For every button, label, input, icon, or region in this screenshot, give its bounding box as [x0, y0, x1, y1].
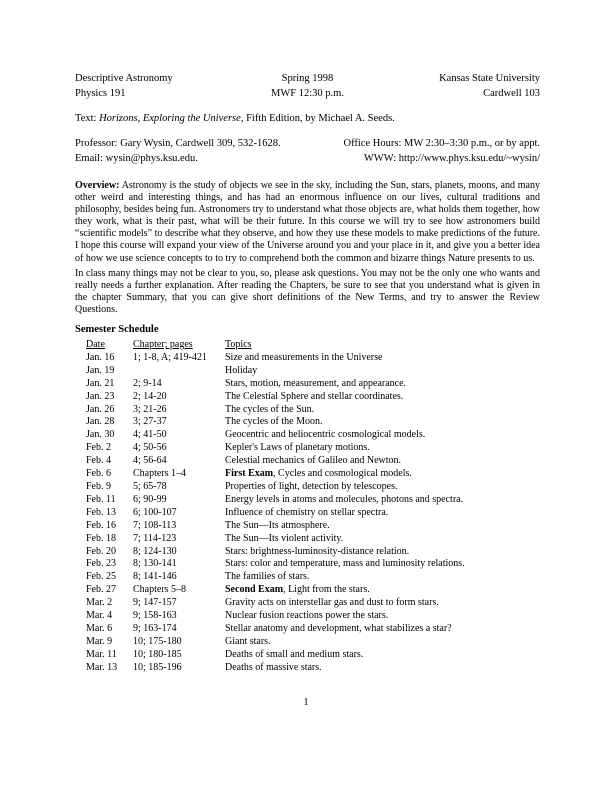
- chapter-pages-cell: [133, 365, 225, 378]
- chapter-pages-cell: 5; 65-78: [133, 481, 167, 492]
- date-cell: Feb. 18: [86, 532, 116, 544]
- topic-cell: Deaths of massive stars.: [225, 661, 322, 673]
- date-cell: Mar. 6: [86, 622, 113, 634]
- course-header: [75, 71, 540, 101]
- meeting-time: MWF 12:30 p.m.: [271, 88, 344, 99]
- date-cell: Mar. 2: [86, 597, 113, 609]
- chapter-pages-cell: 4; 56-64: [133, 455, 167, 467]
- chapter-pages-cell: 4; 50-56: [133, 442, 167, 454]
- chapter-pages-cell: 1; 1-8, A; 419-421: [133, 351, 207, 363]
- date-cell: Feb. 4: [86, 455, 111, 467]
- topic-cell: The Sun—Its violent activity.: [225, 532, 344, 544]
- table-row: [86, 416, 465, 429]
- date-cell: Feb. 13: [86, 506, 116, 518]
- topic-cell: Influence of chemistry on stellar spectra.: [225, 506, 389, 518]
- topic-cell: The cycles of the Moon.: [225, 416, 323, 428]
- table-row: [86, 597, 465, 610]
- table-row: [86, 455, 465, 468]
- overview-label: Overview:: [75, 180, 120, 191]
- table-row: [86, 429, 465, 442]
- table-row: [86, 365, 465, 378]
- course-number: Physics 191: [75, 88, 126, 99]
- table-row: [86, 546, 465, 559]
- chapter-pages-cell: 8; 124-130: [133, 545, 177, 557]
- exam-label: First Exam: [225, 468, 274, 480]
- page-content: [75, 71, 540, 675]
- date-cell: Feb. 2: [86, 442, 111, 454]
- table-row: [86, 442, 465, 455]
- date-cell: Jan. 19: [86, 364, 115, 376]
- header-left: [75, 71, 230, 101]
- room-location: Cardwell 103: [483, 88, 540, 99]
- date-cell: Mar. 11: [86, 648, 117, 660]
- date-cell: Jan. 21: [86, 377, 115, 389]
- textbook-line: [75, 112, 540, 126]
- topic-cell: Celestial mechanics of Galileo and Newton.: [225, 455, 402, 467]
- page-number: 1: [303, 697, 309, 708]
- date-cell: Jan. 16: [86, 351, 115, 363]
- table-row: [86, 623, 465, 636]
- topic-cell: Giant stars.: [225, 635, 271, 647]
- table-row: [86, 507, 465, 520]
- date-cell: Mar. 4: [86, 610, 113, 622]
- chapter-pages-cell: 2; 9-14: [133, 377, 162, 389]
- schedule-table: [86, 339, 465, 675]
- semester-schedule-heading: Semester Schedule: [75, 324, 159, 336]
- chapter-pages-cell: 9; 147-157: [133, 597, 177, 609]
- topic-cell: Energy levels in atoms and molecules, photons and spectra.: [225, 493, 464, 505]
- date-cell: Feb. 9: [86, 481, 111, 492]
- table-row: [86, 391, 465, 404]
- column-header-topics: Topics: [225, 339, 252, 351]
- date-cell: Jan. 23: [86, 390, 115, 402]
- topic-cell: The families of stars.: [225, 571, 310, 583]
- textbook-label: Text:: [75, 113, 97, 124]
- chapter-pages-cell: Chapters 1–4: [133, 468, 187, 480]
- column-header-chapter-pages: Chapter; pages: [133, 339, 193, 351]
- topic-cell: Kepler's Laws of planetary motions.: [225, 442, 370, 454]
- topic-cell: Stars: brightness-luminosity-distance relation.: [225, 545, 410, 557]
- date-cell: Jan. 30: [86, 429, 115, 441]
- exam-label: Second Exam: [225, 584, 284, 596]
- email-line: Email: wysin@phys.ksu.edu.: [75, 153, 198, 164]
- topic-cell: Gravity acts on interstellar gas and dust to form stars.: [225, 597, 439, 609]
- questions-paragraph: In class many things may not be clear to you, so, please ask questions. You may not be the only one who wants and really needs a further explanation. After reading the Chapters, be sure to see that you understand what is given in the chapter Summary, that you can give short definitions of the New Terms, and try to answer the Review Questions.: [75, 267, 540, 315]
- table-row: [86, 494, 465, 507]
- professor-line: Professor: Gary Wysin, Cardwell 309, 532-1628.: [75, 138, 281, 149]
- column-header-date: Date: [86, 339, 105, 351]
- topic-cell: The cycles of the Sun.: [225, 403, 315, 415]
- date-cell: Feb. 27: [86, 584, 116, 596]
- header-right: [385, 71, 540, 101]
- topic-cell: Stars: color and temperature, mass and luminosity relations.: [225, 558, 465, 570]
- date-cell: Mar. 9: [86, 635, 113, 647]
- topic-cell: Second Exam, Light from the stars.: [225, 584, 370, 596]
- topic-cell: Size and measurements in the Universe: [225, 351, 383, 363]
- table-row: [86, 520, 465, 533]
- chapter-pages-cell: 4; 41-50: [133, 429, 167, 441]
- topic-cell: Stars, motion, measurement, and appearance.: [225, 377, 407, 389]
- chapter-pages-cell: 9; 158-163: [133, 610, 177, 622]
- table-row: [86, 352, 465, 365]
- university-name: Kansas State University: [439, 73, 540, 84]
- chapter-pages-cell: 8; 141-146: [133, 571, 177, 583]
- table-row: [86, 468, 465, 481]
- date-cell: Feb. 25: [86, 571, 116, 583]
- contact-left: [75, 136, 281, 166]
- chapter-pages-cell: 7; 108-113: [133, 519, 177, 531]
- table-row: [86, 649, 465, 662]
- header-center: [230, 71, 385, 101]
- topic-cell: Properties of light, detection by telescopes.: [225, 481, 398, 492]
- table-row: [86, 610, 465, 623]
- overview-paragraph: [75, 180, 540, 265]
- chapter-pages-cell: 6; 100-107: [133, 506, 177, 518]
- textbook-title: Horizons, Exploring the Universe: [99, 113, 241, 124]
- contact-block: [75, 136, 540, 166]
- topic-cell: Deaths of small and medium stars.: [225, 648, 364, 660]
- topic-cell: Stellar anatomy and development, what stabilizes a star?: [225, 622, 452, 634]
- chapter-pages-cell: 10; 175-180: [133, 635, 182, 647]
- schedule-rows: [86, 352, 465, 675]
- chapter-pages-cell: 8; 130-141: [133, 558, 177, 570]
- topic-cell: The Sun—Its atmosphere.: [225, 519, 330, 531]
- date-cell: Feb. 20: [86, 545, 116, 557]
- chapter-pages-cell: 3; 21-26: [133, 403, 167, 415]
- table-row: [86, 558, 465, 571]
- chapter-pages-cell: 10; 180-185: [133, 648, 182, 660]
- table-row: [86, 378, 465, 391]
- chapter-pages-cell: 9; 163-174: [133, 622, 177, 634]
- date-cell: Feb. 6: [86, 468, 111, 480]
- date-cell: Mar. 13: [86, 661, 118, 673]
- topic-cell: Holiday: [225, 364, 258, 376]
- date-cell: Feb. 11: [86, 493, 116, 505]
- overview-text: Astronomy is the study of objects we see in the sky, including the Sun, stars, planets, moons, and many other weird and interesting things, and has had an enormous influence on our lives, cultural traditions and philosophy, besides being fun. Astronomers try to understand what those objects are, what holds them together, how they work, what is their past, what will be their future. In this course we will try to see how astronomers build “scientific models” to describe what they observe, and how they use these models to make predictions of the future. I hope this course will expand your view of the Universe around you and your place in it, and give you a better idea of how we use science concepts to to try to comprehend both the common and bizarre things Nature presents to us.: [75, 180, 540, 264]
- course-title: Descriptive Astronomy: [75, 73, 173, 84]
- date-cell: Jan. 26: [86, 403, 115, 415]
- chapter-pages-cell: 3; 27-37: [133, 416, 167, 428]
- www-line: WWW: http://www.phys.ksu.edu/~wysin/: [363, 153, 540, 164]
- table-row: [86, 584, 465, 597]
- table-row: [86, 636, 465, 649]
- table-row: [86, 533, 465, 546]
- schedule-header-row: [86, 339, 465, 352]
- chapter-pages-cell: 10; 185-196: [133, 661, 182, 673]
- office-hours-line: Office Hours: MW 2:30–3:30 p.m., or by appt.: [343, 138, 540, 149]
- topic-cell: The Celestial Sphere and stellar coordinates.: [225, 390, 404, 402]
- table-row: [86, 571, 465, 584]
- date-cell: Feb. 16: [86, 519, 116, 531]
- topic-cell: Nuclear fusion reactions power the stars.: [225, 610, 389, 622]
- date-cell: Feb. 23: [86, 558, 116, 570]
- chapter-pages-cell: 6; 90-99: [133, 493, 167, 505]
- table-row: [86, 404, 465, 417]
- table-row: [86, 662, 465, 675]
- chapter-pages-cell: 2; 14-20: [133, 390, 167, 402]
- textbook-rest: , Fifth Edition, by Michael A. Seeds.: [240, 113, 395, 124]
- contact-right: [344, 136, 540, 166]
- term-label: Spring 1998: [281, 73, 334, 84]
- chapter-pages-cell: Chapters 5–8: [133, 584, 187, 596]
- topic-cell: First Exam, Cycles and cosmological models.: [225, 468, 412, 480]
- topic-cell: Geocentric and heliocentric cosmological models.: [225, 429, 426, 441]
- table-row: [86, 481, 465, 494]
- date-cell: Jan. 28: [86, 416, 115, 428]
- chapter-pages-cell: 7; 114-123: [133, 532, 177, 544]
